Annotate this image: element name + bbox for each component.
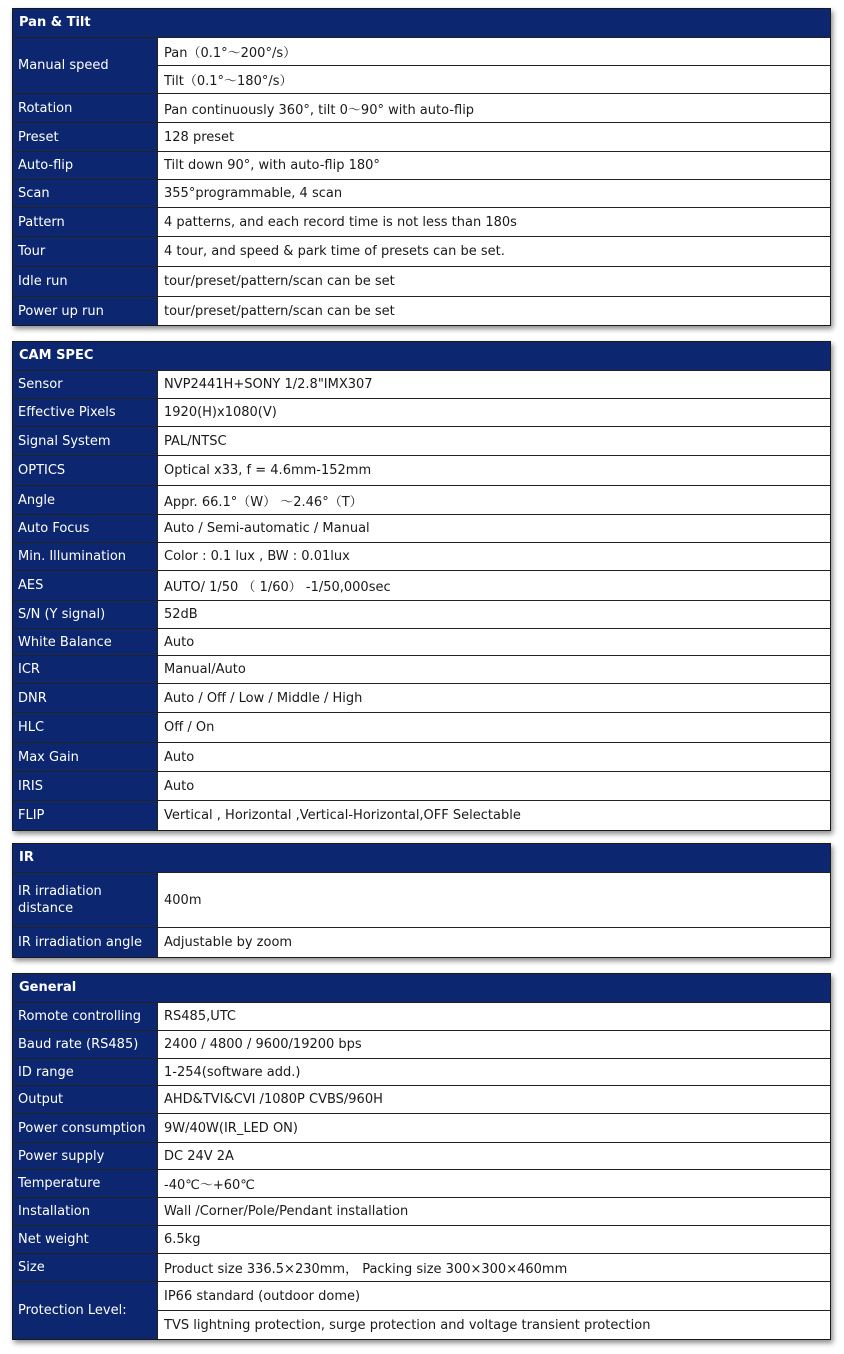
spec-row-hlc bbox=[13, 712, 830, 742]
spec-value: Auto bbox=[157, 743, 830, 771]
section-title: Pan & Tilt bbox=[13, 9, 830, 37]
spec-label: Min. Illumination bbox=[13, 543, 157, 570]
spec-value-group bbox=[157, 267, 830, 296]
spec-value: 4 tour, and speed & park time of presets can be set. bbox=[157, 237, 830, 266]
spec-row-scan bbox=[13, 179, 830, 207]
spec-label: Manual speed bbox=[13, 38, 157, 93]
spec-label: Sensor bbox=[13, 371, 157, 398]
spec-row-auto-flip bbox=[13, 151, 830, 179]
spec-value-group bbox=[157, 601, 830, 628]
spec-value-group bbox=[157, 152, 830, 179]
spec-value-group bbox=[157, 1031, 830, 1058]
spec-value: IP66 standard (outdoor dome) bbox=[157, 1282, 830, 1310]
spec-row-power-up-run bbox=[13, 296, 830, 325]
spec-value-group bbox=[157, 456, 830, 485]
spec-value: Pan continuously 360°, tilt 0～90° with auto-flip bbox=[157, 94, 830, 122]
spec-label: Size bbox=[13, 1254, 157, 1281]
spec-value: Product size 336.5×230mm， Packing size 300×300×460mm bbox=[157, 1254, 830, 1281]
spec-label: Preset bbox=[13, 123, 157, 151]
spec-label: S/N (Y signal) bbox=[13, 601, 157, 628]
spec-value: Auto / Off / Low / Middle / High bbox=[157, 684, 830, 712]
spec-value: Pan（0.1°～200°/s） bbox=[157, 38, 830, 65]
spec-value-group bbox=[157, 1114, 830, 1142]
spec-label: IR irradiation distance bbox=[13, 873, 157, 927]
spec-value: Vertical , Horizontal ,Vertical-Horizontal,OFF Selectable bbox=[157, 801, 830, 830]
spec-value-group bbox=[157, 1282, 830, 1339]
spec-row-temperature bbox=[13, 1169, 830, 1197]
spec-label: Scan bbox=[13, 180, 157, 207]
spec-value: Tilt（0.1°～180°/s） bbox=[157, 65, 830, 93]
spec-row-ir-irradiation-distance bbox=[13, 872, 830, 927]
spec-value: 1920(H)x1080(V) bbox=[157, 399, 830, 426]
spec-value-group bbox=[157, 543, 830, 570]
spec-label: Auto Focus bbox=[13, 515, 157, 542]
section-cam-spec bbox=[12, 341, 831, 831]
spec-label: Rotation bbox=[13, 94, 157, 122]
spec-value: Auto bbox=[157, 629, 830, 655]
spec-value: 9W/40W(IR_LED ON) bbox=[157, 1114, 830, 1142]
spec-label: Power up run bbox=[13, 297, 157, 325]
spec-value-group bbox=[157, 1198, 830, 1225]
spec-value: TVS lightning protection, surge protection and voltage transient protection bbox=[157, 1310, 830, 1339]
section-ir bbox=[12, 843, 831, 958]
spec-value-group bbox=[157, 772, 830, 800]
spec-value-group bbox=[157, 94, 830, 122]
spec-value-group bbox=[157, 237, 830, 266]
spec-row-protection-level bbox=[13, 1281, 830, 1339]
spec-value-group bbox=[157, 1003, 830, 1030]
spec-row-white-balance bbox=[13, 628, 830, 655]
spec-value: Auto bbox=[157, 772, 830, 800]
spec-row-romote-controlling bbox=[13, 1002, 830, 1030]
spec-value: DC 24V 2A bbox=[157, 1143, 830, 1169]
spec-row-dnr bbox=[13, 683, 830, 712]
spec-value: Manual/Auto bbox=[157, 656, 830, 683]
spec-value: Appr. 66.1°（W） ～2.46°（T） bbox=[157, 486, 830, 514]
spec-row-pattern bbox=[13, 207, 830, 236]
spec-value-group bbox=[157, 399, 830, 426]
spec-value: Optical x33, f = 4.6mm-152mm bbox=[157, 456, 830, 485]
spec-value: Wall /Corner/Pole/Pendant installation bbox=[157, 1198, 830, 1225]
spec-value-group bbox=[157, 873, 830, 927]
spec-row-preset bbox=[13, 122, 830, 151]
spec-value-group bbox=[157, 515, 830, 542]
section-title: CAM SPEC bbox=[13, 342, 830, 370]
spec-label: Effective Pixels bbox=[13, 399, 157, 426]
spec-label: Pattern bbox=[13, 208, 157, 236]
spec-row-net-weight bbox=[13, 1225, 830, 1253]
section-general bbox=[12, 973, 831, 1340]
spec-row-power-supply bbox=[13, 1142, 830, 1169]
spec-value: 52dB bbox=[157, 601, 830, 628]
spec-value: tour/preset/pattern/scan can be set bbox=[157, 297, 830, 325]
spec-row-min-illumination bbox=[13, 542, 830, 570]
spec-value-group bbox=[157, 629, 830, 655]
spec-row-ir-irradiation-angle bbox=[13, 927, 830, 957]
spec-row-optics bbox=[13, 455, 830, 485]
spec-label: ID range bbox=[13, 1059, 157, 1085]
spec-row-size bbox=[13, 1253, 830, 1281]
spec-value: 128 preset bbox=[157, 123, 830, 151]
spec-value-group bbox=[157, 123, 830, 151]
spec-row-angle bbox=[13, 485, 830, 514]
spec-row-id-range bbox=[13, 1058, 830, 1085]
spec-value-group bbox=[157, 1059, 830, 1085]
spec-value-group bbox=[157, 571, 830, 600]
spec-value: Color : 0.1 lux , BW : 0.01lux bbox=[157, 543, 830, 570]
spec-label: Idle run bbox=[13, 267, 157, 296]
spec-value-group bbox=[157, 1170, 830, 1197]
spec-label: FLIP bbox=[13, 801, 157, 830]
spec-label: Output bbox=[13, 1086, 157, 1113]
spec-label: DNR bbox=[13, 684, 157, 712]
spec-label: ICR bbox=[13, 656, 157, 683]
section-pan-tilt bbox=[12, 8, 831, 326]
spec-value: Auto / Semi-automatic / Manual bbox=[157, 515, 830, 542]
spec-label: Net weight bbox=[13, 1226, 157, 1253]
spec-label: Protection Level: bbox=[13, 1282, 157, 1339]
section-title: IR bbox=[13, 844, 830, 872]
spec-row-signal-system bbox=[13, 426, 830, 455]
spec-label: AES bbox=[13, 571, 157, 600]
spec-row-power-consumption bbox=[13, 1113, 830, 1142]
spec-label: Max Gain bbox=[13, 743, 157, 771]
spec-row-tour bbox=[13, 236, 830, 266]
spec-value-group bbox=[157, 297, 830, 325]
spec-value: tour/preset/pattern/scan can be set bbox=[157, 267, 830, 296]
spec-value: Off / On bbox=[157, 713, 830, 742]
spec-value-group bbox=[157, 1143, 830, 1169]
spec-value: Adjustable by zoom bbox=[157, 928, 830, 957]
section-title: General bbox=[13, 974, 830, 1002]
spec-label: Tour bbox=[13, 237, 157, 266]
spec-value: Tilt down 90°, with auto-flip 180° bbox=[157, 152, 830, 179]
spec-row-idle-run bbox=[13, 266, 830, 296]
spec-value-group bbox=[157, 743, 830, 771]
spec-label: IRIS bbox=[13, 772, 157, 800]
spec-value-group bbox=[157, 684, 830, 712]
spec-label: IR irradiation angle bbox=[13, 928, 157, 957]
spec-label: Angle bbox=[13, 486, 157, 514]
spec-value: NVP2441H+SONY 1/2.8"IMX307 bbox=[157, 371, 830, 398]
spec-row-sensor bbox=[13, 370, 830, 398]
spec-row-flip bbox=[13, 800, 830, 830]
spec-label: Auto-flip bbox=[13, 152, 157, 179]
spec-value-group bbox=[157, 1086, 830, 1113]
spec-label: Power supply bbox=[13, 1143, 157, 1169]
spec-value-group bbox=[157, 713, 830, 742]
spec-row-auto-focus bbox=[13, 514, 830, 542]
spec-value: -40℃～+60℃ bbox=[157, 1170, 830, 1197]
spec-value: AUTO/ 1/50 （ 1/60） -1/50,000sec bbox=[157, 571, 830, 600]
spec-value-group bbox=[157, 928, 830, 957]
spec-value: 6.5kg bbox=[157, 1226, 830, 1253]
spec-label: Temperature bbox=[13, 1170, 157, 1197]
spec-row-max-gain bbox=[13, 742, 830, 771]
spec-value: 2400 / 4800 / 9600/19200 bps bbox=[157, 1031, 830, 1058]
spec-value-group bbox=[157, 427, 830, 455]
spec-value: 4 patterns, and each record time is not less than 180s bbox=[157, 208, 830, 236]
spec-row-iris bbox=[13, 771, 830, 800]
spec-row-output bbox=[13, 1085, 830, 1113]
spec-value-group bbox=[157, 1254, 830, 1281]
spec-value: 355°programmable, 4 scan bbox=[157, 180, 830, 207]
spec-label: Signal System bbox=[13, 427, 157, 455]
spec-value-group bbox=[157, 801, 830, 830]
spec-value: PAL/NTSC bbox=[157, 427, 830, 455]
spec-value-group bbox=[157, 208, 830, 236]
spec-label: Power consumption bbox=[13, 1114, 157, 1142]
spec-label: Installation bbox=[13, 1198, 157, 1225]
spec-value: RS485,UTC bbox=[157, 1003, 830, 1030]
spec-row-installation bbox=[13, 1197, 830, 1225]
spec-value: 400m bbox=[157, 873, 830, 927]
spec-row-manual-speed bbox=[13, 37, 830, 93]
spec-value-group bbox=[157, 656, 830, 683]
spec-value-group bbox=[157, 1226, 830, 1253]
spec-value-group bbox=[157, 180, 830, 207]
spec-label: HLC bbox=[13, 713, 157, 742]
spec-value-group bbox=[157, 486, 830, 514]
spec-value-group bbox=[157, 38, 830, 93]
spec-label: White Balance bbox=[13, 629, 157, 655]
spec-label: Romote controlling bbox=[13, 1003, 157, 1030]
spec-label: OPTICS bbox=[13, 456, 157, 485]
spec-row-icr bbox=[13, 655, 830, 683]
spec-value-group bbox=[157, 371, 830, 398]
spec-row-effective-pixels bbox=[13, 398, 830, 426]
spec-value: 1-254(software add.) bbox=[157, 1059, 830, 1085]
spec-value: AHD&TVI&CVI /1080P CVBS/960H bbox=[157, 1086, 830, 1113]
spec-row-s-n-y-signal bbox=[13, 600, 830, 628]
spec-row-aes bbox=[13, 570, 830, 600]
spec-label: Baud rate (RS485) bbox=[13, 1031, 157, 1058]
spec-row-baud-rate-rs485 bbox=[13, 1030, 830, 1058]
spec-row-rotation bbox=[13, 93, 830, 122]
